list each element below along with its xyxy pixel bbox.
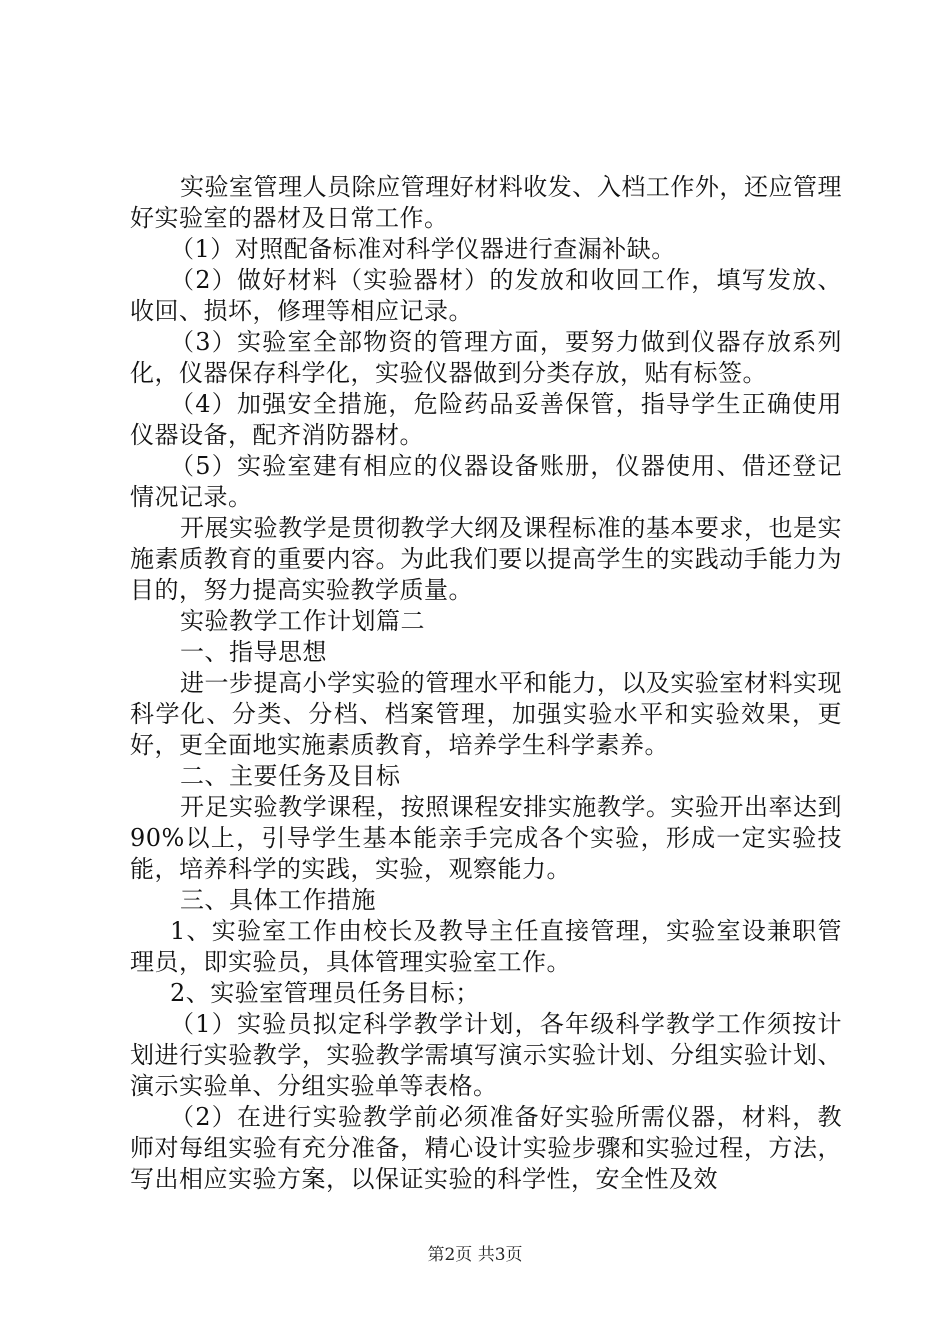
list-item: （5）实验室建有相应的仪器设备账册，仪器使用、借还登记情况记录。 <box>130 452 842 511</box>
section-heading: 三、具体工作措施 <box>180 886 376 914</box>
list-item: （3）实验室全部物资的管理方面，要努力做到仪器存放系列化，仪器保存科学化，实验仪器做到分类存放，贴有标签。 <box>130 328 842 387</box>
list-item: （1）实验员拟定科学教学计划，各年级科学教学工作须按计划进行实验教学，实验教学需填写演示实验计划、分组实验计划、演示实验单、分组实验单等表格。 <box>130 1010 842 1100</box>
paragraph: 2、实验室管理员任务目标； <box>170 979 480 1007</box>
section-heading: 一、指导思想 <box>180 638 327 666</box>
paragraph: 1、实验室工作由校长及教导主任直接管理，实验室设兼职管理员，即实验员，具体管理实验室工作。 <box>130 917 842 976</box>
section-heading: 二、主要任务及目标 <box>180 762 401 790</box>
list-item: （2）在进行实验教学前必须准备好实验所需仪器，材料，教师对每组实验有充分准备，精心设计实验步骤和实验过程，方法，写出相应实验方案，以保证实验的科学性，安全性及效 <box>130 1103 842 1193</box>
paragraph: 开足实验教学课程，按照课程安排实施教学。实验开出率达到90%以上，引导学生基本能亲手完成各个实验，形成一定实验技能，培养科学的实践，实验，观察能力。 <box>130 793 842 883</box>
section-title: 实验教学工作计划篇二 <box>180 607 425 635</box>
list-item: （1）对照配备标准对科学仪器进行查漏补缺。 <box>170 235 676 263</box>
list-item: （2）做好材料（实验器材）的发放和收回工作，填写发放、收回、损坏，修理等相应记录。 <box>130 266 842 325</box>
page-footer: 第2页 共3页 <box>427 1245 523 1265</box>
paragraph: 开展实验教学是贯彻教学大纲及课程标准的基本要求，也是实施素质教育的重要内容。为此我们要以提高学生的实践动手能力为目的，努力提高实验教学质量。 <box>130 514 842 604</box>
paragraph: 实验室管理人员除应管理好材料收发、入档工作外，还应管理好实验室的器材及日常工作。 <box>130 173 842 232</box>
document-body <box>130 172 842 1195</box>
list-item: （4）加强安全措施，危险药品妥善保管，指导学生正确使用仪器设备，配齐消防器材。 <box>130 390 842 449</box>
paragraph: 进一步提高小学实验的管理水平和能力，以及实验室材料实现科学化、分类、分档、档案管理，加强实验水平和实验效果，更好，更全面地实施素质教育，培养学生科学素养。 <box>130 669 842 759</box>
